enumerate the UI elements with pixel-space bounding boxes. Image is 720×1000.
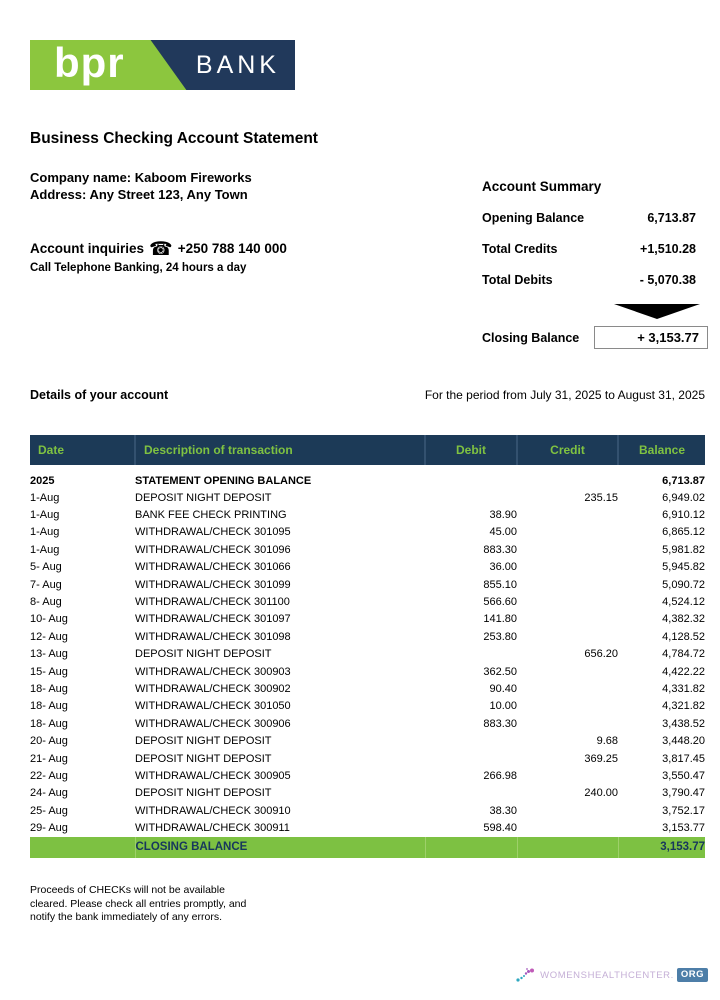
cell-date: 18- Aug [30,700,68,713]
transaction-row [30,680,705,697]
cell-debit: 38.90 [489,509,517,522]
cell-description: WITHDRAWAL/CHECK 301050 [135,700,291,713]
opening-balance-row [30,465,705,489]
summary-arrow-wrap [482,304,708,319]
cell-description: CLOSING BALANCE [135,837,425,858]
cell-debit: 566.60 [483,596,517,609]
cell-balance: 6,865.12 [662,526,705,539]
cell-description: WITHDRAWAL/CHECK 301095 [135,526,291,539]
cell-credit [517,524,618,541]
cell-date: 18- Aug [30,717,68,730]
cell-description: WITHDRAWAL/CHECK 300911 [135,822,290,835]
opening-balance-label: Opening Balance [482,211,585,225]
cell-credit: 240.00 [584,787,618,800]
cell-balance: 3,550.47 [662,769,705,782]
cell-date: 29- Aug [30,822,68,835]
cell-balance: 3,752.17 [662,804,705,817]
cell-credit [517,611,618,628]
cell-date: 8- Aug [30,596,62,609]
cell-credit [517,593,618,610]
cell-date: 25- Aug [30,804,68,817]
cell-balance: 4,524.12 [662,596,705,609]
account-summary-heading: Account Summary [482,179,602,194]
cell-date: 5- Aug [30,561,62,574]
company-address-line: Address: Any Street 123, Any Town [30,187,248,202]
cell-debit: 45.00 [489,526,517,539]
phone-number: +250 788 140 000 [177,241,287,256]
cell-debit: 883.30 [483,717,517,730]
dots-swirl-icon [515,966,537,984]
cell-balance: 5,090.72 [662,578,705,591]
transaction-row [30,663,705,680]
column-header-balance: Balance [618,435,705,465]
total-credits-summary-row [482,242,708,256]
total-credits-label: Total Credits [482,242,558,256]
cell-description: WITHDRAWAL/CHECK 300902 [135,682,291,695]
cell-credit: 235.15 [584,491,618,504]
cell-debit: 36.00 [489,561,517,574]
cell-debit [425,465,517,489]
transaction-row [30,541,705,558]
cell-credit [517,767,618,784]
cell-date: 22- Aug [30,769,68,782]
site-logo-text: WOMENSHEALTHCENTER. [540,969,674,981]
transaction-row [30,611,705,628]
cell-balance: 3,153.77 [618,837,705,858]
footer-line-3: notify the bank immediately of any errors. [30,911,223,923]
cell-description: DEPOSIT NIGHT DEPOSIT [135,491,272,504]
cell-date: 21- Aug [30,752,68,765]
cell-balance: 6,713.87 [662,475,705,487]
cell-description: WITHDRAWAL/CHECK 301100 [135,596,290,609]
cell-credit [517,576,618,593]
column-header-date: Date [30,435,135,465]
cell-balance: 5,945.82 [662,561,705,574]
cell-credit [517,819,618,836]
cell-credit [517,680,618,697]
cell-date: 7- Aug [30,578,62,591]
company-name-line: Company name: Kaboom Fireworks [30,170,252,185]
details-heading: Details of your account [30,388,169,402]
closing-balance-row [30,837,705,858]
footer-note [30,884,246,925]
cell-description: DEPOSIT NIGHT DEPOSIT [135,735,272,748]
cell-balance: 6,949.02 [662,491,705,504]
cell-credit [517,506,618,523]
cell-description: WITHDRAWAL/CHECK 301096 [135,543,291,556]
cell-debit [425,785,517,802]
cell-credit [517,698,618,715]
total-debits-label: Total Debits [482,273,553,287]
cell-date: 15- Aug [30,665,68,678]
transaction-row [30,646,705,663]
cell-description: DEPOSIT NIGHT DEPOSIT [135,787,272,800]
closing-balance-summary-row [482,326,708,349]
opening-balance-summary-row [482,211,708,225]
site-logo [515,966,708,984]
transactions-body [30,465,705,858]
account-inquiries-label: Account inquiries [30,241,145,256]
cell-balance: 3,153.77 [662,822,705,835]
cell-debit [425,750,517,767]
cell-description: WITHDRAWAL/CHECK 301099 [135,578,291,591]
cell-description: WITHDRAWAL/CHECK 300906 [135,717,291,730]
cell-description: DEPOSIT NIGHT DEPOSIT [135,648,272,661]
cell-debit [425,837,517,858]
cell-date: 12- Aug [30,630,68,643]
cell-credit [517,559,618,576]
cell-date: 1-Aug [30,491,60,504]
column-header-description: Description of transaction [135,435,425,465]
cell-description: STATEMENT OPENING BALANCE [135,475,312,487]
cell-credit: 9.68 [596,735,618,748]
account-summary [482,179,708,349]
bank-logo-bpr-text: bpr [54,39,125,86]
cell-date: 10- Aug [30,613,68,626]
cell-debit: 883.30 [483,543,517,556]
transaction-row [30,593,705,610]
telephone-banking-line: Call Telephone Banking, 24 hours a day [30,262,247,274]
site-logo-badge: ORG [677,968,708,982]
cell-balance: 4,784.72 [662,648,705,661]
cell-debit: 266.98 [483,769,517,782]
transaction-row [30,506,705,523]
cell-debit: 90.40 [489,682,517,695]
cell-debit: 10.00 [489,700,517,713]
statement-title: Business Checking Account Statement [30,130,318,147]
cell-credit [517,802,618,819]
cell-description: WITHDRAWAL/CHECK 301098 [135,630,291,643]
cell-description: BANK FEE CHECK PRINTING [135,509,287,522]
cell-date: 1-Aug [30,543,60,556]
cell-balance: 3,817.45 [662,752,705,765]
transaction-row [30,576,705,593]
cell-date: 1-Aug [30,509,60,522]
total-debits-value: - 5,070.38 [639,273,696,287]
cell-debit: 38.30 [489,804,517,817]
cell-balance: 6,910.12 [662,509,705,522]
cell-balance: 4,382.32 [662,613,705,626]
opening-balance-value: 6,713.87 [647,211,696,225]
transaction-row [30,698,705,715]
telephone-icon: ☎ [149,239,173,260]
cell-description: WITHDRAWAL/CHECK 300910 [135,804,291,817]
cell-description: WITHDRAWAL/CHECK 300903 [135,665,291,678]
account-inquiries-line [30,238,287,261]
cell-debit [425,646,517,663]
cell-balance: 4,331.82 [662,682,705,695]
details-header-row [30,388,705,402]
transaction-row [30,559,705,576]
cell-balance: 3,448.20 [662,735,705,748]
cell-credit: 369.25 [584,752,618,765]
total-debits-summary-row [482,273,708,287]
cell-credit [517,628,618,645]
cell-debit [425,489,517,506]
cell-credit [517,715,618,732]
cell-debit: 362.50 [483,665,517,678]
transaction-row [30,750,705,767]
statement-period: For the period from July 31, 2025 to August 31, 2025 [424,388,705,402]
cell-date: 18- Aug [30,682,68,695]
cell-credit: 656.20 [584,648,618,661]
bank-logo-bank-text: BANK [195,51,280,79]
cell-debit: 141.80 [483,613,517,626]
cell-balance: 5,981.82 [662,543,705,556]
cell-date: 13- Aug [30,648,68,661]
cell-date: 20- Aug [30,735,68,748]
closing-balance-label: Closing Balance [482,330,580,345]
cell-credit [517,465,618,489]
cell-description: WITHDRAWAL/CHECK 300905 [135,769,291,782]
column-header-credit: Credit [517,435,618,465]
footer-line-1: Proceeds of CHECKs will not be available [30,884,225,896]
bank-logo [30,40,295,90]
total-credits-value: +1,510.28 [640,242,696,256]
cell-date: 1-Aug [30,526,60,539]
transaction-row [30,767,705,784]
transaction-row [30,802,705,819]
transaction-row [30,628,705,645]
cell-credit [517,837,618,858]
cell-balance: 4,128.52 [662,630,705,643]
down-arrow-icon [614,304,700,319]
cell-balance: 4,422.22 [662,665,705,678]
transaction-row [30,489,705,506]
cell-date: 2025 [30,475,55,487]
cell-credit [517,663,618,680]
cell-debit [425,732,517,749]
cell-balance: 4,321.82 [662,700,705,713]
cell-date [30,837,135,858]
cell-description: DEPOSIT NIGHT DEPOSIT [135,752,272,765]
transactions-table-header [30,435,705,465]
transaction-row [30,819,705,836]
cell-debit: 253.80 [483,630,517,643]
cell-description: WITHDRAWAL/CHECK 301097 [135,613,291,626]
transaction-row [30,715,705,732]
transaction-row [30,524,705,541]
cell-description: WITHDRAWAL/CHECK 301066 [135,561,291,574]
cell-date: 24- Aug [30,787,68,800]
transactions-table [30,435,705,858]
closing-balance-value-box: + 3,153.77 [594,326,708,349]
footer-line-2: cleared. Please check all entries promptly, and [30,897,247,910]
transaction-row [30,732,705,749]
cell-credit [517,541,618,558]
cell-balance: 3,438.52 [662,717,705,730]
company-block [30,169,252,203]
transaction-row [30,785,705,802]
cell-debit: 855.10 [483,578,517,591]
column-header-debit: Debit [425,435,517,465]
cell-debit: 598.40 [483,822,517,835]
cell-balance: 3,790.47 [662,787,705,800]
